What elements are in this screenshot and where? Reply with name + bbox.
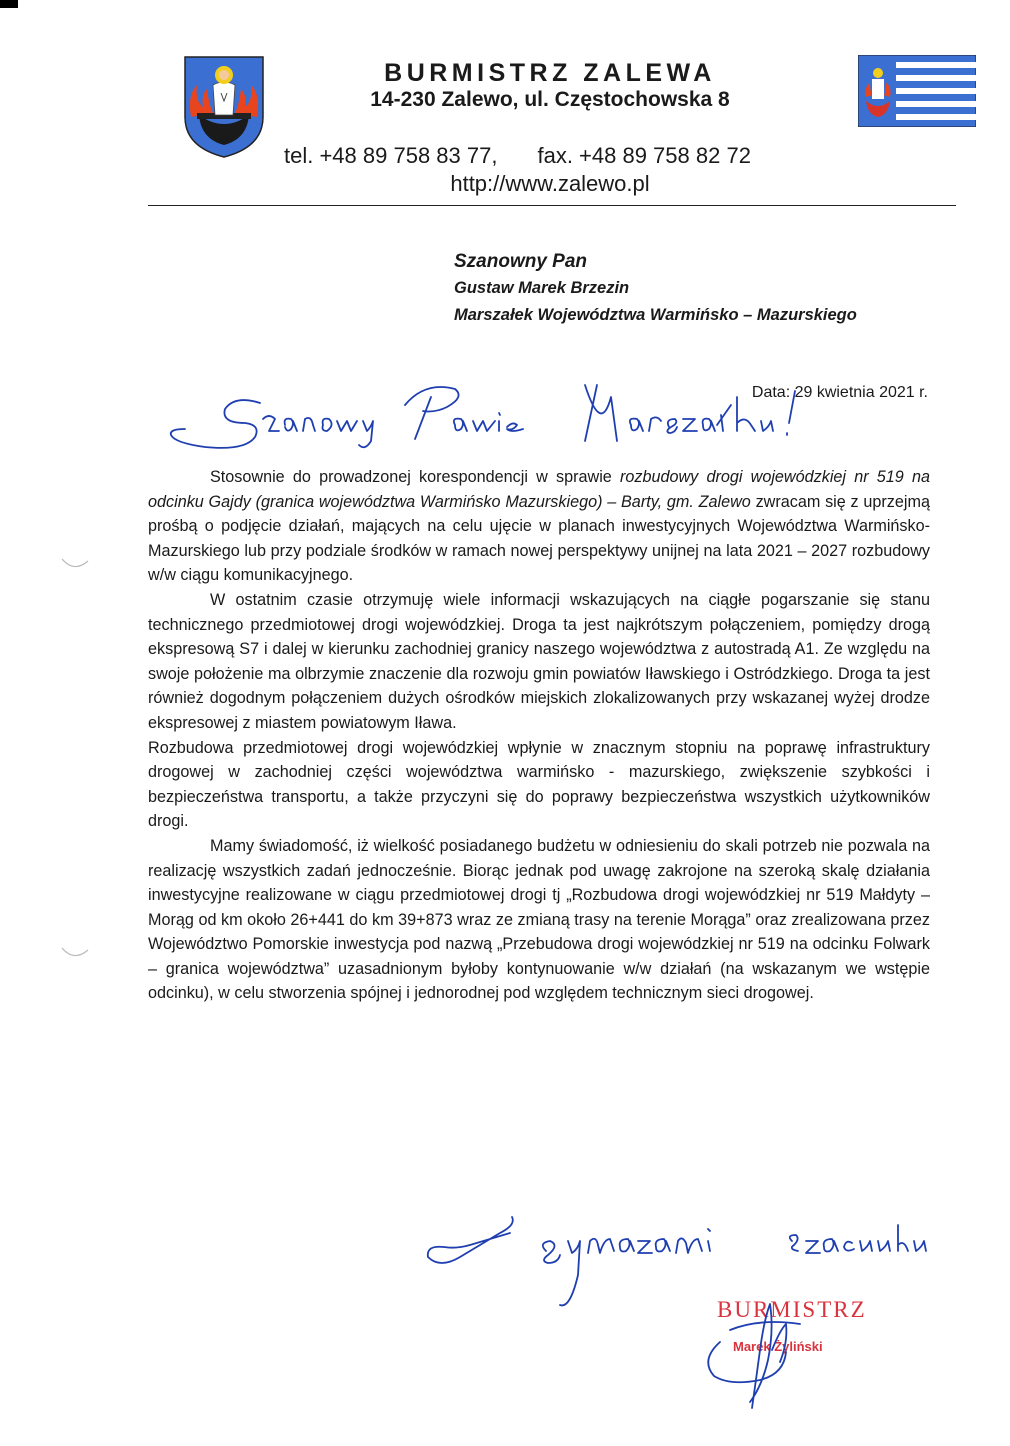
addressee-role: Marszałek Województwa Warmińsko – Mazurskiego [454,306,857,324]
letterhead-website: http://www.zalewo.pl [450,171,650,196]
letterhead-fax: fax. +48 89 758 82 72 [537,143,751,168]
letterhead-phone: tel. +48 89 758 83 77, [284,143,498,168]
body-paragraph-1-request: zwracam się z uprzejmą prośbą o podjęcie działań, mających na celu ujęcie w planach inwestycyjnych Województwa Warmińsko-Mazurskiego lub przy podziale środków w ramach nowej perspektywy unijnej na lata 2021 – 2027 rozbudowy w/w ciągu komunikacyjnego. [148,492,930,585]
stamp-title: BURMISTRZ [717,1297,867,1322]
stamp-name: Marek Żyliński [733,1339,823,1354]
signature-scribble [660,1290,880,1420]
punch-hole-mark [60,944,90,964]
letterhead-address: 14-230 Zalewo, ul. Częstochowska 8 [370,88,730,111]
addressee-block [454,249,857,329]
handwritten-greeting [165,375,845,470]
town-flag-icon [858,55,976,127]
letterhead-divider [148,205,956,206]
body-paragraph-1-road-section: rozbudowy drogi wojewódzkiej nr 519 na odcinku Gajdy (granica województwa Warmińsko Mazurskiego) – Barty, gm. Zalewo [148,468,930,511]
letterhead-contact [284,143,751,169]
letterhead-title: BURMISTRZ ZALEWA [384,59,716,87]
body-paragraph-2: W ostatnim czasie otrzymuję wiele informacji wskazujących na ciągłe pogarszanie się stanu technicznego przedmiotowej drogi wojewódzkiej. Droga ta jest najkrótszym połączeniem, pomiędzy drogą ekspresową S7 i dalej w kierunku zachodniej granicy naszego województwa z autostradą A1. Ze względu na swoje położenie ma olbrzymie znaczenie dla rozwoju gmin powiatów Iławskiego i Ostródzkiego. Droga ta jest również dogodnym połączeniem dużych ośrodków miejskich zlokalizowanych przy wskazanej wyżej drodze ekspresowej z miastem powiatowym Iława. [148,590,930,732]
body-paragraph-4: Mamy świadomość, iż wielkość posiadanego budżetu w odniesieniu do skali potrzeb nie pozwala na realizację wszystkich zadań jednocześnie. Biorąc jednak pod uwagę zakrojone na szeroką skalę działania inwestycyjne realizowane w ciągu przedmiotowej drogi tj „Rozbudowa drogi wojewódzkiej nr 519 Małdyty – Morąg od km około 26+441 do km 39+873 wraz ze zmianą trasy na terenie Morąga” oraz zrealizowana przez Województwo Pomorskie inwestycja pod nazwą „Przebudowa drogi wojewódzkiej nr 519 na odcinku Folwark – granica województwa” uzasadnionym byłoby kontynuowanie w/w działań (na wskazanym we wstępie odcinku), w celu stworzenia spójnej i jednorodnej pod względem technicznym sieci drogowej. [148,836,930,1003]
addressee-name: Gustaw Marek Brzezin [454,279,630,297]
scan-corner-mark [0,0,18,8]
addressee-salutation: Szanowny Pan [454,251,588,272]
letter-date: Data: 29 kwietnia 2021 r. [751,384,928,401]
letter-body [148,465,930,1006]
body-paragraph-3: Rozbudowa przedmiotowej drogi wojewódzkiej wpłynie w znacznym stopniu na poprawę infrastruktury drogowej w zachodniej części województwa warmińsko - mazurskiego, zwiększenie szybkości i bezpieczeństwa transportu, a także przyczyni się do poprawy bezpieczeństwa wszystkich użytkowników drogi. [148,738,930,831]
coat-of-arms-icon [183,55,265,159]
punch-hole-mark [60,555,90,575]
body-paragraph-1 [148,465,930,588]
body-paragraph-1-intro: Stosownie do prowadzonej korespondencji w sprawie [210,468,620,486]
